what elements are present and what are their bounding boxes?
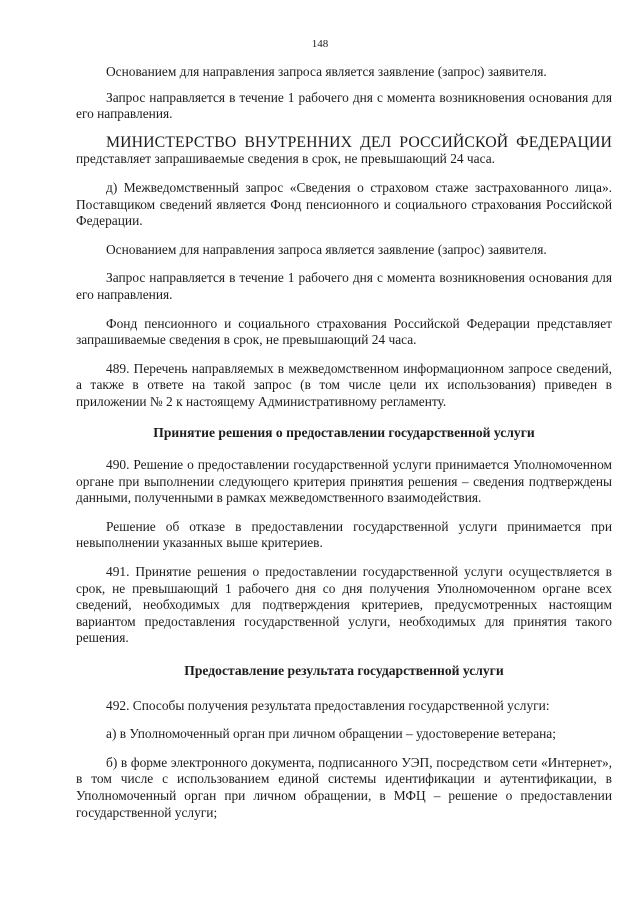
ministry-text: представляет запрашиваемые сведения в срок, не превышающий 24 часа. bbox=[76, 151, 496, 167]
paragraph-492-b: б) в форме электронного документа, подписанного УЭП, посредством сети «Интернет», в том числе с использованием единой системы идентификации и аутентификации, в Уполномоченный орган при личном обращении, в МФЦ – решение о предоставлении государственной услуги; bbox=[76, 754, 612, 820]
page-content bbox=[76, 64, 612, 833]
heading-result: Предоставление результата государственной услуги bbox=[184, 663, 504, 679]
paragraph-491: 491. Принятие решения о предоставлении государственной услуги осуществляется в срок, не превышающий 1 рабочего дня со дня получения Уполномоченном органе всех сведений, необходимых для подтверждения критериев, предусмотренных настоящим вариантом предоставления государственной услуги, необходимых для принятия такого решения. bbox=[76, 564, 612, 646]
paragraph-492: 492. Способы получения результата предоставления государственной услуги: bbox=[106, 697, 550, 713]
ministry-name: МИНИСТЕРСТВО ВНУТРЕННИХ ДЕЛ РОССИЙСКОЙ ФЕДЕРАЦИИ bbox=[106, 133, 612, 151]
paragraph-basis-2: Основанием для направления запроса является заявление (запрос) заявителя. bbox=[106, 241, 547, 257]
paragraph-490: 490. Решение о предоставлении государственной услуги принимается Уполномоченном органе при выполнении следующего критерия принятия решения – сведения подтверждены данными, полученными в рамках межведомственного взаимодействия. bbox=[76, 457, 612, 506]
paragraph-request-timing-1: Запрос направляется в течение 1 рабочего дня с момента возникновения основания для его направления. bbox=[76, 89, 612, 122]
paragraph-492-a: а) в Уполномоченный орган при личном обращении – удостоверение ветерана; bbox=[106, 726, 556, 742]
page-number: 148 bbox=[311, 38, 329, 50]
paragraph-basis-1: Основанием для направления запроса является заявление (запрос) заявителя. bbox=[106, 64, 547, 79]
paragraph-request-timing-2: Запрос направляется в течение 1 рабочего дня с момента возникновения основания для его направления. bbox=[76, 270, 612, 302]
paragraph-pension-fund: Фонд пенсионного и социального страхования Российской Федерации представляет запрашиваемые сведения в срок, не превышающий 24 часа. bbox=[76, 315, 612, 348]
paragraph-ministry bbox=[76, 135, 612, 168]
paragraph-489: 489. Перечень направляемых в межведомственном информационном запросе сведений, а также в ответе на такой запрос (в том числе цели их использования) приведен в приложении № 2 к настоящему Административному регламенту. bbox=[76, 360, 612, 409]
paragraph-refusal: Решение об отказе в предоставлении государственной услуги принимается при невыполнении указанных выше критериев. bbox=[76, 518, 612, 551]
heading-decision: Принятие решения о предоставлении государственной услуги bbox=[153, 424, 535, 440]
paragraph-interagency-request-d: д) Межведомственный запрос «Сведения о страховом стаже застрахованного лица». Поставщиком сведений является Фонд пенсионного и социального страхования Российской Федерации. bbox=[76, 179, 612, 229]
